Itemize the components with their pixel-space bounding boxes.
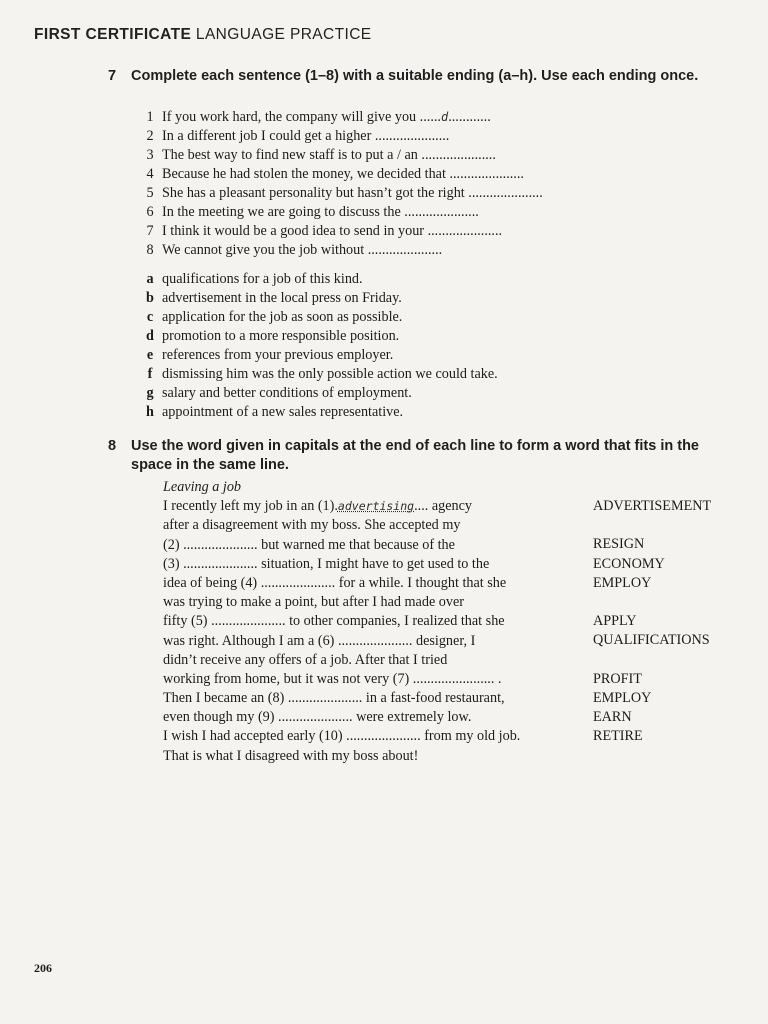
list-item: [138, 308, 498, 327]
item-text: salary and better conditions of employment.: [162, 385, 412, 401]
list-item: [138, 346, 498, 365]
exercise-number: 8: [108, 438, 117, 454]
list-item: [138, 184, 543, 203]
exercise-instruction: Complete each sentence (1–8) with a suitable ending (a–h). Use each ending once.: [131, 68, 699, 84]
passage-line: That is what I disagreed with my boss about!: [163, 747, 419, 764]
passage-title: Leaving a job: [163, 479, 242, 495]
list-item: [138, 241, 543, 260]
item-letter: e: [146, 347, 154, 363]
exercise-8-heading: [108, 437, 731, 475]
passage-text: [163, 478, 520, 766]
book-title: FIRST CERTIFICATE: [34, 26, 192, 43]
list-item: [138, 222, 543, 241]
passage-line: was trying to make a point, but after I had made over: [163, 594, 464, 611]
item-text: dismissing him was the only possible action we could take.: [162, 366, 498, 382]
item-text: advertisement in the local press on Friday.: [162, 290, 402, 306]
capitals-word-column: [593, 497, 711, 746]
sentence-list: [138, 108, 543, 260]
item-letter: h: [146, 404, 154, 420]
handwritten-answer: d: [440, 110, 449, 124]
list-item: [138, 270, 498, 289]
item-letter: d: [146, 328, 154, 344]
passage-line: didn’t receive any offers of a job. After that I tried: [163, 651, 448, 668]
page-number: 206: [34, 961, 52, 975]
passage-line: (3) ..................... situation, I might have to get used to the: [163, 555, 490, 572]
item-text: She has a pleasant personality but hasn’t got the right .....................: [162, 185, 543, 201]
list-item: [138, 289, 498, 308]
capitals-word: EMPLOY: [593, 574, 652, 591]
item-number: 2: [146, 128, 154, 144]
item-text: promotion to a more responsible position.: [162, 328, 400, 344]
list-item: [138, 127, 543, 146]
item-letter: b: [146, 290, 154, 306]
item-number: 4: [146, 166, 154, 182]
item-number: 7: [146, 223, 154, 239]
exercise-instruction: Use the word given in capitals at the end of each line to form a word that fits in the space in the same line.: [131, 438, 699, 473]
item-letter: c: [146, 309, 154, 325]
item-text: appointment of a new sales representative.: [162, 404, 404, 420]
item-letter: f: [147, 366, 153, 382]
passage-line: (2) ..................... but warned me that because of the: [163, 536, 455, 553]
item-text: The best way to find new staff is to put a / an .....................: [162, 147, 496, 163]
capitals-word: QUALIFICATIONS: [593, 632, 710, 649]
capitals-word: PROFIT: [593, 670, 642, 687]
item-text: We cannot give you the job without .....................: [162, 242, 443, 258]
passage-line: fifty (5) ..................... to other companies, I realized that she: [163, 613, 505, 630]
exercise-number: 7: [108, 68, 117, 84]
handwritten-answer: advertising: [337, 499, 415, 514]
ending-list: [138, 270, 498, 422]
capitals-word: EMPLOY: [593, 689, 652, 706]
item-text: In the meeting we are going to discuss the .....................: [162, 204, 479, 220]
page-header: [34, 26, 372, 44]
list-item: [138, 146, 543, 165]
list-item: [138, 203, 543, 222]
list-item: [138, 165, 543, 184]
capitals-word: ADVERTISEMENT: [593, 498, 712, 514]
passage-line: I recently left my job in an (1).advertising.... agency: [163, 498, 473, 515]
passage-line: working from home, but it was not very (7) ....................... .: [163, 670, 502, 687]
passage-line: idea of being (4) ..................... for a while. I thought that she: [163, 574, 507, 591]
item-letter: a: [146, 271, 154, 287]
item-text: application for the job as soon as possible.: [162, 309, 403, 325]
capitals-word: EARN: [593, 709, 632, 726]
item-letter: g: [146, 385, 154, 401]
passage-line: after a disagreement with my boss. She accepted my: [163, 517, 461, 534]
capitals-word: RETIRE: [593, 728, 643, 745]
passage-line: even though my (9) ..................... were extremely low.: [163, 709, 472, 726]
item-number: 5: [146, 185, 154, 201]
item-text: Because he had stolen the money, we decided that .....................: [162, 166, 524, 182]
passage-line: I wish I had accepted early (10) ..................... from my old job.: [163, 728, 521, 745]
item-number: 8: [146, 242, 154, 258]
item-text: qualifications for a job of this kind.: [162, 271, 363, 287]
passage-line: was right. Although I am a (6) ..................... designer, I: [163, 632, 476, 649]
capitals-word: [593, 593, 711, 612]
capitals-word: [593, 516, 711, 535]
list-item: [138, 403, 498, 422]
book-subtitle: LANGUAGE PRACTICE: [195, 26, 372, 43]
item-number: 3: [146, 147, 154, 163]
capitals-word: RESIGN: [593, 536, 645, 553]
item-number: 6: [146, 204, 154, 220]
list-item: [138, 384, 498, 403]
capitals-word: ECONOMY: [593, 555, 665, 572]
list-item: [138, 108, 543, 127]
item-text: I think it would be a good idea to send in your .....................: [162, 223, 503, 239]
capitals-word: [593, 651, 711, 670]
item-number: 1: [146, 109, 154, 125]
list-item: [138, 327, 498, 346]
item-text: references from your previous employer.: [162, 347, 394, 363]
item-text: In a different job I could get a higher .....................: [162, 128, 450, 144]
exercise-7-heading: [108, 67, 731, 86]
item-text: If you work hard, the company will give you ......d............: [162, 109, 491, 125]
list-item: [138, 365, 498, 384]
passage-line: Then I became an (8) ..................... in a fast-food restaurant,: [163, 690, 505, 707]
capitals-word: APPLY: [593, 613, 637, 630]
